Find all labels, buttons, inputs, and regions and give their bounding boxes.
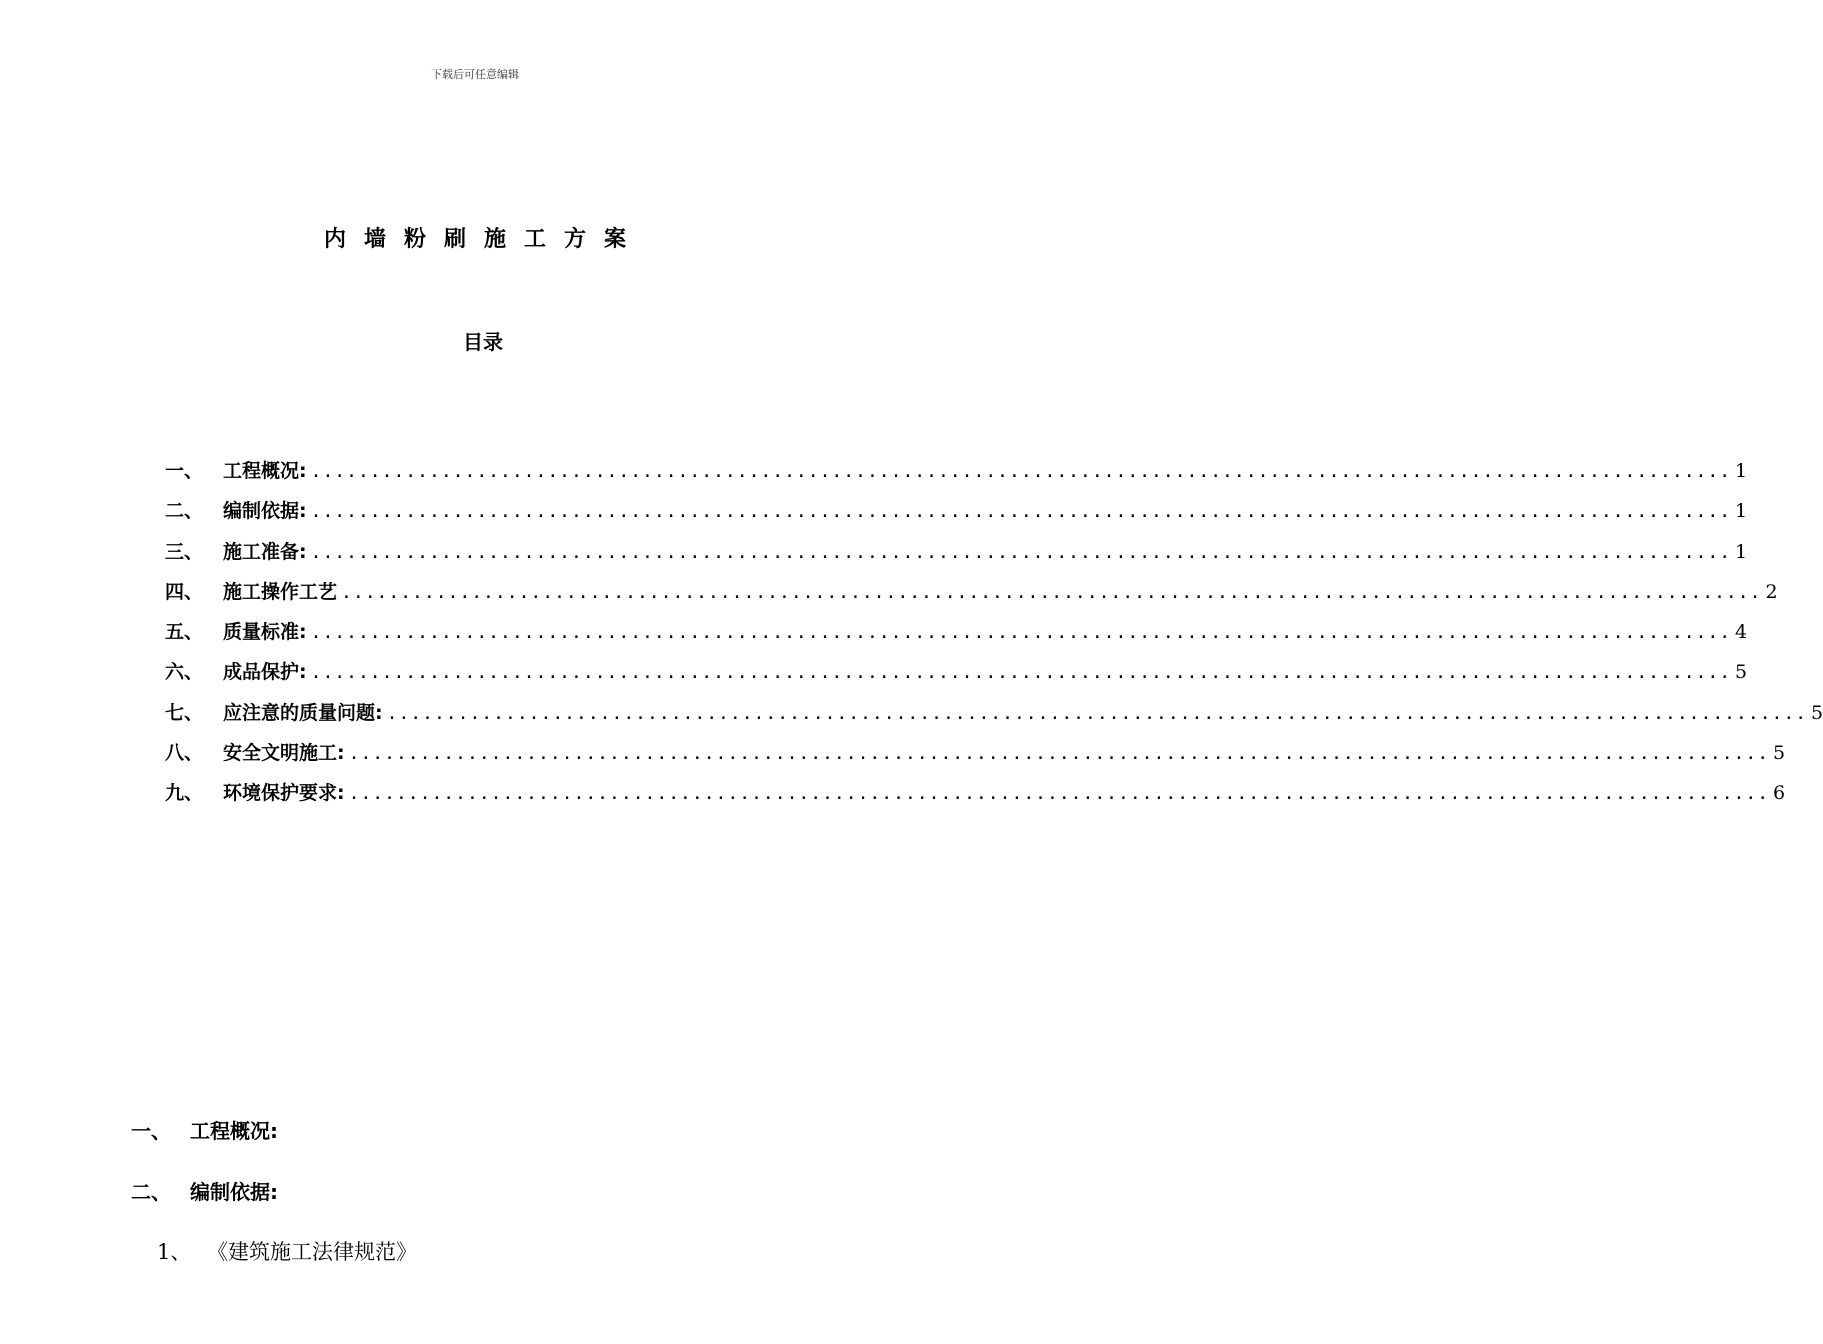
table-of-contents — [165, 456, 1823, 819]
toc-entry-page: 5 — [1811, 701, 1823, 724]
toc-entry[interactable] — [165, 698, 1823, 738]
toc-entry[interactable] — [165, 778, 1786, 818]
toc-entry[interactable] — [165, 657, 1748, 697]
toc-entry-page: 5 — [1773, 742, 1786, 765]
toc-entry-number: 五、 — [165, 621, 204, 644]
toc-entry-page: 2 — [1765, 580, 1778, 603]
toc-entry-number: 四、 — [165, 580, 204, 603]
toc-entry-number: 二、 — [165, 500, 204, 523]
toc-entry-label: 工程概况: — [223, 460, 307, 482]
toc-entry-page: 6 — [1773, 782, 1786, 805]
toc-entry-label: 应注意的质量问题: — [223, 701, 383, 724]
toc-entry-page: 5 — [1735, 661, 1748, 684]
toc-dot-leader: ........................................................................................................................ — [386, 702, 1808, 724]
toc-entry-label: 安全文明施工: — [223, 742, 345, 765]
toc-entry-label: 施工准备: — [223, 540, 307, 563]
toc-entry-label: 质量标准: — [223, 621, 307, 644]
section-heading-overview — [131, 1115, 278, 1144]
toc-entry[interactable] — [165, 537, 1748, 577]
list-item-label: 《建筑施工法律规范》 — [207, 1240, 417, 1264]
page-header-note: 下载后可任意编辑 — [431, 68, 519, 81]
toc-entry[interactable] — [165, 617, 1748, 657]
toc-heading: 目录 — [463, 330, 503, 354]
toc-entry-page: 1 — [1735, 500, 1748, 523]
toc-entry[interactable] — [165, 738, 1786, 778]
toc-entry-page: 1 — [1735, 460, 1748, 482]
toc-dot-leader: ........................................................................................................................ — [348, 743, 1770, 765]
toc-entry-number: 六、 — [165, 661, 204, 684]
section-number: 一、 — [131, 1119, 171, 1143]
toc-entry-number: 九、 — [165, 782, 204, 805]
list-item-number: 1、 — [157, 1240, 192, 1264]
toc-dot-leader: ........................................................................................................................ — [341, 581, 1762, 603]
basis-list-item — [157, 1236, 417, 1266]
section-label: 工程概况: — [190, 1119, 278, 1143]
toc-entry[interactable] — [165, 577, 1778, 617]
toc-entry-label: 施工操作工艺 — [223, 580, 338, 603]
document-title: 内墙粉刷施工方案 — [323, 227, 644, 252]
toc-entry-number: 三、 — [165, 540, 204, 563]
section-number: 二、 — [131, 1180, 171, 1204]
toc-entry-page: 1 — [1735, 540, 1748, 563]
section-heading-basis — [131, 1176, 278, 1205]
section-label: 编制依据: — [190, 1180, 278, 1204]
toc-dot-leader: ........................................................................................................................ — [310, 662, 1732, 684]
toc-dot-leader: ........................................................................................................................ — [310, 622, 1732, 644]
toc-entry-number: 一、 — [165, 460, 204, 482]
toc-dot-leader: ........................................................................................................................ — [310, 461, 1732, 482]
toc-dot-leader: ........................................................................................................................ — [310, 501, 1732, 523]
toc-entry-label: 环境保护要求: — [223, 782, 345, 805]
toc-entry-number: 八、 — [165, 742, 204, 765]
toc-entry-label: 成品保护: — [223, 661, 307, 684]
toc-dot-leader: ........................................................................................................................ — [310, 541, 1732, 563]
toc-entry[interactable] — [165, 496, 1748, 536]
toc-entry-number: 七、 — [165, 701, 204, 724]
toc-dot-leader: ........................................................................................................................ — [348, 783, 1770, 805]
toc-entry-label: 编制依据: — [223, 500, 307, 523]
toc-entry-page: 4 — [1735, 621, 1748, 644]
toc-entry[interactable] — [165, 456, 1748, 496]
